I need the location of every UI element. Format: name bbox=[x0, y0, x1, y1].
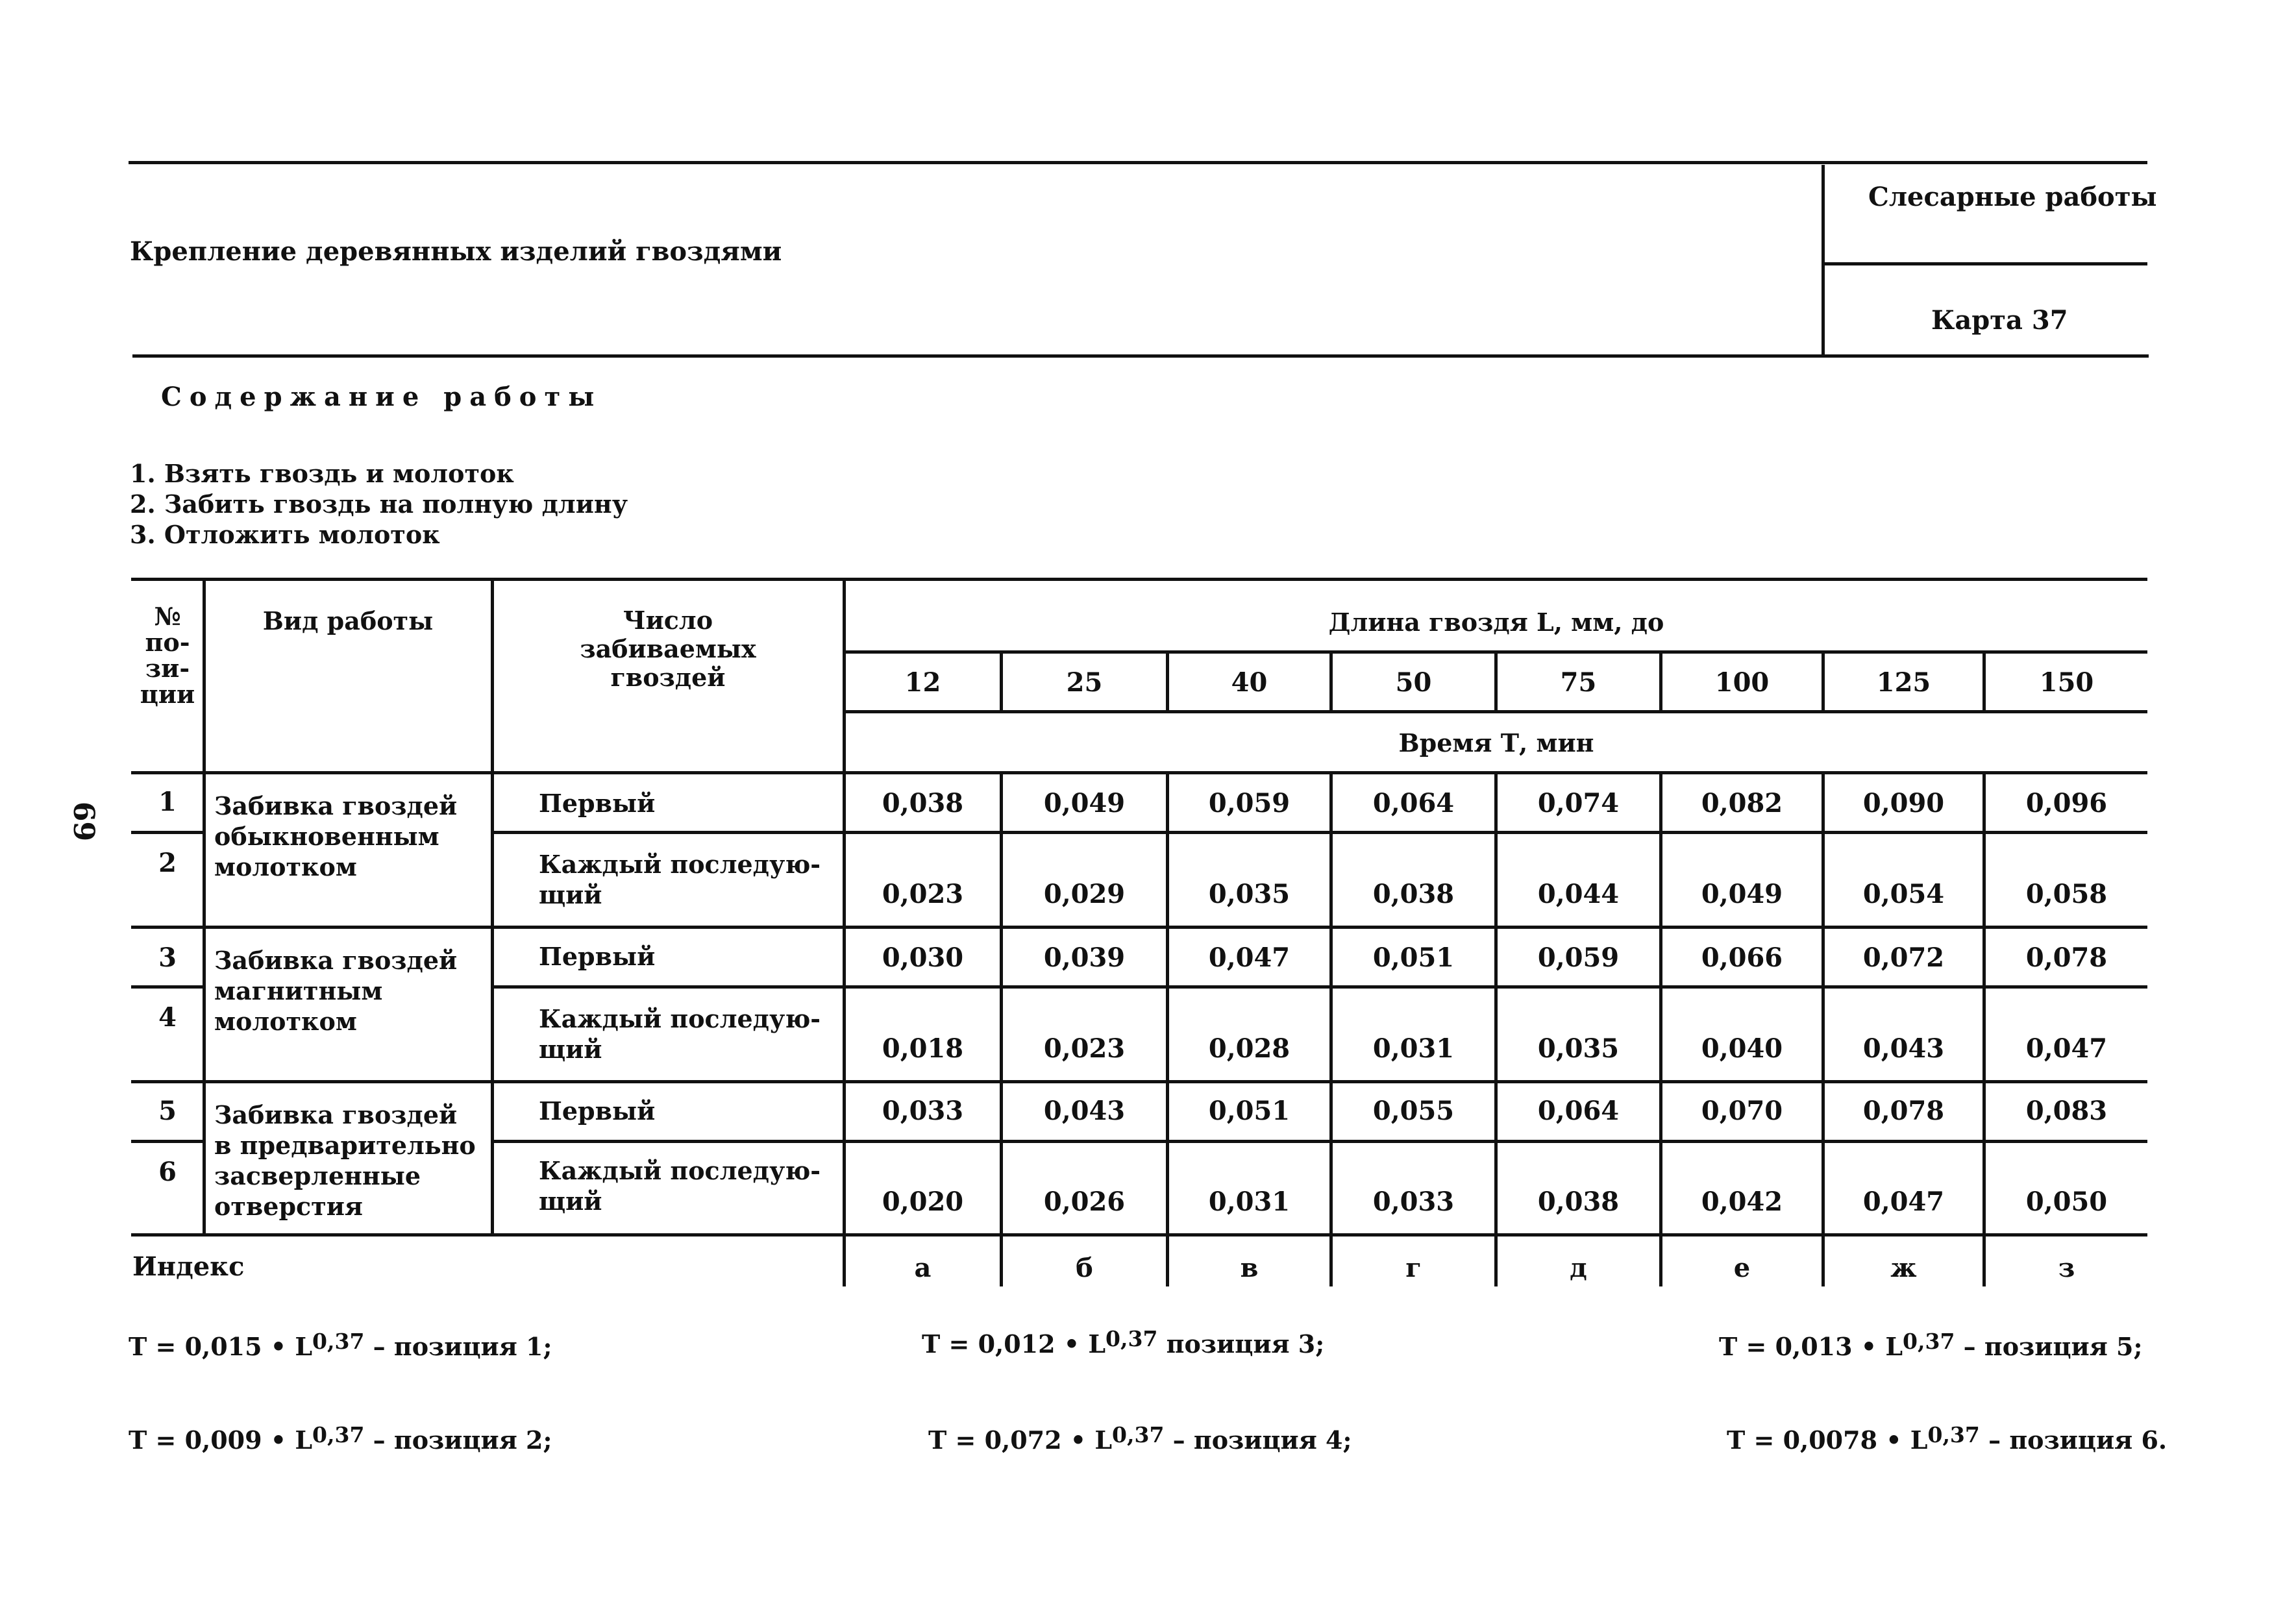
time-value-cell: 0,038 bbox=[882, 788, 964, 818]
header-divider bbox=[1822, 165, 1825, 356]
header-top-rule bbox=[129, 161, 2147, 164]
length-header-cell: 75 bbox=[1560, 667, 1597, 698]
formula-base: Т = 0,013 • L bbox=[1719, 1332, 1903, 1361]
time-formula bbox=[1727, 1422, 2168, 1455]
nail-count-line: Каждый последую- bbox=[539, 1004, 821, 1033]
table-rule bbox=[131, 1233, 2147, 1236]
section-label: Слесарные работы bbox=[1868, 182, 2157, 212]
table-rule bbox=[131, 831, 203, 834]
index-letter: д bbox=[1570, 1253, 1587, 1283]
length-header-cell: 12 bbox=[904, 667, 941, 698]
length-header-cell: 150 bbox=[2039, 667, 2094, 698]
length-header-cell: 100 bbox=[1714, 667, 1770, 698]
time-value-cell: 0,066 bbox=[1701, 942, 1783, 973]
time-value-cell: 0,059 bbox=[1537, 942, 1620, 973]
formula-layer bbox=[0, 0, 1, 1]
time-value-cell: 0,096 bbox=[2025, 788, 2108, 818]
table-rule bbox=[491, 985, 2147, 989]
length-header-cell: 50 bbox=[1395, 667, 1432, 698]
nail-length-header: Длина гвоздя L, мм, до bbox=[1328, 608, 1664, 637]
formula-base: Т = 0,012 • L bbox=[922, 1329, 1106, 1359]
time-value-cell: 0,078 bbox=[1862, 1096, 1945, 1126]
nail-count-line: Первый bbox=[539, 942, 656, 971]
index-letter: г bbox=[1405, 1253, 1422, 1283]
time-value-cell: 0,047 bbox=[1208, 942, 1291, 973]
work-content-title: Содержание работы bbox=[161, 382, 602, 412]
time-value-cell: 0,035 bbox=[1208, 879, 1291, 909]
formula-exponent: 0,37 bbox=[1927, 1422, 1980, 1447]
time-value-cell: 0,029 bbox=[1043, 879, 1126, 909]
time-value-cell: 0,049 bbox=[1701, 879, 1783, 909]
formula-exponent: 0,37 bbox=[1903, 1329, 1955, 1354]
nail-count-cell bbox=[539, 941, 655, 972]
time-value-cell: 0,047 bbox=[2025, 1033, 2108, 1064]
formula-exponent: 0,37 bbox=[312, 1329, 365, 1354]
formula-position: – позиция 6. bbox=[1979, 1425, 2168, 1455]
nail-count-line: Первый bbox=[539, 789, 656, 818]
nail-count-line: Каждый последую- bbox=[539, 850, 821, 879]
formula-base: Т = 0,0078 • L bbox=[1727, 1425, 1928, 1455]
nail-count-line: Первый bbox=[539, 1096, 656, 1126]
work-step: 3. Отложить молоток bbox=[130, 520, 440, 549]
time-value-cell: 0,030 bbox=[882, 942, 964, 973]
time-value-cell: 0,038 bbox=[1372, 879, 1455, 909]
header-right-divider bbox=[1823, 262, 2147, 265]
time-formula bbox=[129, 1422, 552, 1455]
nail-count-line: щий bbox=[539, 1187, 602, 1216]
nail-count-cell bbox=[539, 788, 655, 818]
work-type-column-header: Вид работы bbox=[262, 606, 434, 635]
position-number: 1 bbox=[158, 787, 177, 817]
table-rule bbox=[131, 926, 2147, 929]
time-formula bbox=[1719, 1329, 2143, 1361]
time-value-cell: 0,031 bbox=[1372, 1033, 1455, 1064]
position-number: 2 bbox=[158, 848, 177, 878]
time-value-cell: 0,050 bbox=[2025, 1187, 2108, 1217]
time-value-cell: 0,042 bbox=[1701, 1187, 1783, 1217]
position-number: 6 bbox=[158, 1157, 177, 1187]
time-value-cell: 0,074 bbox=[1537, 788, 1620, 818]
time-value-cell: 0,078 bbox=[2025, 942, 2108, 973]
page-number: 69 bbox=[67, 801, 101, 842]
nail-count-cell bbox=[539, 1003, 821, 1064]
time-value-cell: 0,020 bbox=[882, 1187, 964, 1217]
document-title: Крепление деревянных изделий гвоздями bbox=[130, 236, 782, 267]
nail-count-line: щий bbox=[539, 880, 602, 909]
formula-position: – позиция 2; bbox=[364, 1425, 552, 1455]
position-number: 3 bbox=[158, 942, 177, 973]
nail-count-cell bbox=[539, 1096, 655, 1126]
formula-position: позиция 3; bbox=[1157, 1329, 1325, 1359]
time-formula bbox=[928, 1422, 1352, 1455]
time-value-cell: 0,023 bbox=[1043, 1033, 1126, 1064]
time-value-cell: 0,051 bbox=[1208, 1096, 1291, 1126]
time-value-cell: 0,040 bbox=[1701, 1033, 1783, 1064]
time-value-cell: 0,055 bbox=[1372, 1096, 1455, 1126]
formula-base: Т = 0,072 • L bbox=[928, 1425, 1113, 1455]
index-letter: е bbox=[1733, 1253, 1751, 1283]
work-type-cell: Забивка гвоздей обыкновенным молотком bbox=[214, 791, 458, 881]
index-letter: в bbox=[1240, 1253, 1259, 1283]
time-value-cell: 0,083 bbox=[2025, 1096, 2108, 1126]
time-value-cell: 0,044 bbox=[1537, 879, 1620, 909]
work-steps bbox=[130, 458, 628, 550]
nail-count-line: щий bbox=[539, 1035, 602, 1064]
length-header-cell: 40 bbox=[1231, 667, 1268, 698]
table-rule bbox=[491, 831, 2147, 834]
index-letter: б bbox=[1076, 1253, 1093, 1283]
work-step: 1. Взять гвоздь и молоток bbox=[130, 459, 514, 488]
formula-position: – позиция 5; bbox=[1955, 1332, 2143, 1361]
time-value-cell: 0,043 bbox=[1862, 1033, 1945, 1064]
time-value-cell: 0,064 bbox=[1537, 1096, 1620, 1126]
table-rule bbox=[131, 985, 203, 989]
index-label: Индекс bbox=[132, 1251, 245, 1282]
formula-base: Т = 0,015 • L bbox=[129, 1332, 313, 1361]
time-value-cell: 0,047 bbox=[1862, 1187, 1945, 1217]
count-column-header: Число забиваемых гвоздей bbox=[580, 606, 756, 692]
time-header: Время Т, мин bbox=[1398, 728, 1594, 757]
position-column-header: № по- зи- ции bbox=[140, 602, 195, 709]
time-value-cell: 0,018 bbox=[882, 1033, 964, 1064]
work-step: 2. Забить гвоздь на полную длину bbox=[130, 489, 628, 519]
index-letter: з bbox=[2058, 1253, 2075, 1283]
formula-position: – позиция 4; bbox=[1164, 1425, 1352, 1455]
header-bottom-rule bbox=[132, 354, 2149, 358]
work-type-cell: Забивка гвоздей в предварительно засверленные отверстия bbox=[214, 1100, 476, 1221]
time-value-cell: 0,054 bbox=[1862, 879, 1945, 909]
formula-exponent: 0,37 bbox=[1112, 1422, 1165, 1447]
time-value-cell: 0,033 bbox=[1372, 1187, 1455, 1217]
nail-count-line: Каждый последую- bbox=[539, 1156, 821, 1185]
formula-exponent: 0,37 bbox=[312, 1422, 365, 1447]
formula-position: – позиция 1; bbox=[364, 1332, 552, 1361]
time-value-cell: 0,031 bbox=[1208, 1187, 1291, 1217]
time-value-cell: 0,028 bbox=[1208, 1033, 1291, 1064]
time-value-cell: 0,043 bbox=[1043, 1096, 1126, 1126]
length-header-cell: 25 bbox=[1066, 667, 1103, 698]
time-value-cell: 0,026 bbox=[1043, 1187, 1126, 1217]
index-letter: а bbox=[914, 1253, 932, 1283]
position-number: 4 bbox=[158, 1002, 177, 1033]
nail-count-cell bbox=[539, 849, 821, 910]
time-value-cell: 0,064 bbox=[1372, 788, 1455, 818]
time-formula bbox=[129, 1329, 552, 1361]
table-rule bbox=[131, 1140, 203, 1143]
time-value-cell: 0,070 bbox=[1701, 1096, 1783, 1126]
time-value-cell: 0,072 bbox=[1862, 942, 1945, 973]
time-formula bbox=[922, 1326, 1325, 1359]
index-letter: ж bbox=[1890, 1253, 1917, 1283]
card-number: Карта 37 bbox=[1931, 305, 2068, 336]
formula-base: Т = 0,009 • L bbox=[129, 1425, 313, 1455]
table-rule bbox=[491, 1140, 2147, 1143]
time-value-cell: 0,059 bbox=[1208, 788, 1291, 818]
table-rule bbox=[203, 579, 206, 1235]
position-number: 5 bbox=[158, 1096, 177, 1126]
table-rule bbox=[131, 1080, 2147, 1083]
time-value-cell: 0,023 bbox=[882, 879, 964, 909]
time-value-cell: 0,038 bbox=[1537, 1187, 1620, 1217]
time-value-cell: 0,051 bbox=[1372, 942, 1455, 973]
work-type-cell: Забивка гвоздей магнитным молотком bbox=[214, 946, 458, 1036]
time-value-cell: 0,090 bbox=[1862, 788, 1945, 818]
table-rule bbox=[131, 578, 2147, 581]
time-value-cell: 0,035 bbox=[1537, 1033, 1620, 1064]
length-header-cell: 125 bbox=[1876, 667, 1931, 698]
time-value-cell: 0,049 bbox=[1043, 788, 1126, 818]
time-value-cell: 0,033 bbox=[882, 1096, 964, 1126]
table-rule bbox=[131, 771, 2147, 774]
time-value-cell: 0,039 bbox=[1043, 942, 1126, 973]
nail-count-cell bbox=[539, 1155, 821, 1216]
time-value-cell: 0,082 bbox=[1701, 788, 1783, 818]
formula-exponent: 0,37 bbox=[1105, 1326, 1158, 1351]
time-value-cell: 0,058 bbox=[2025, 879, 2108, 909]
